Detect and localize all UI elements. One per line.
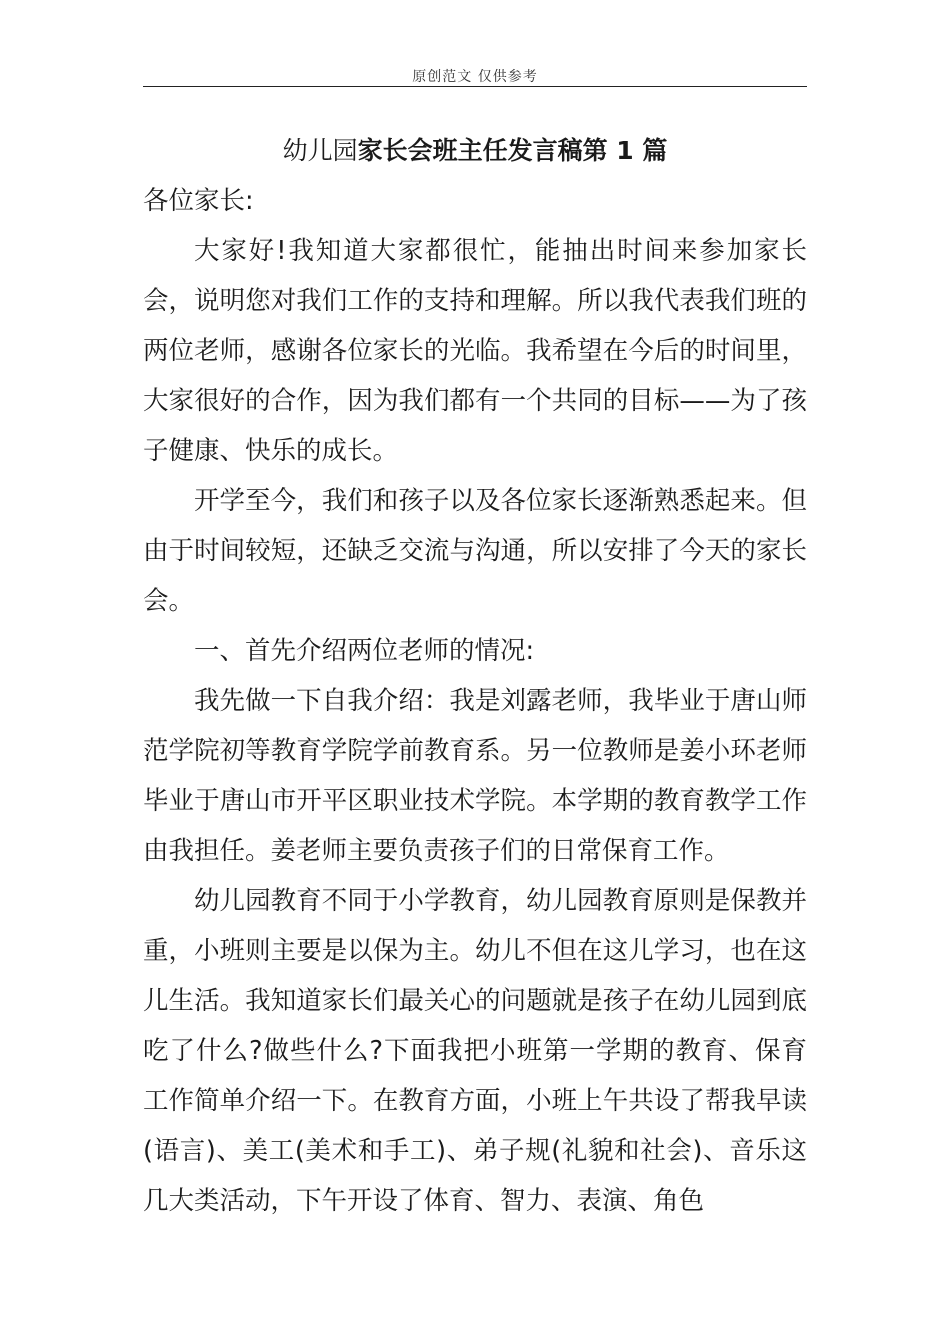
page-header: 原创范文 仅供参考 [412,69,538,85]
paragraph-4: 我先做一下自我介绍：我是刘露老师，我毕业于唐山师范学院初等教育学院学前教育系。另一位教师是姜小环老师毕业于唐山市开平区职业技术学院。本学期的教育教学工作由我担任。姜老师主要负责孩子们的日常保育工作。 [143,686,807,866]
salutation: 各位家长: [143,186,254,216]
document-body [143,176,807,1226]
paragraph-3: 一、首先介绍两位老师的情况: [194,636,535,666]
document-title [0,131,950,171]
title-part-2: 家长会班主任发言稿第 1 篇 [357,136,668,165]
paragraph-5: 幼儿园教育不同于小学教育，幼儿园教育原则是保教并重，小班则主要是以保为主。幼儿不但在这儿学习，也在这儿生活。我知道家长们最关心的问题就是孩子在幼儿园到底吃了什么?做些什么?下面我把小班第一学期的教育、保育工作简单介绍一下。在教育方面，小班上午共设了帮我早读(语言)、美工(美术和手工)、弟子规(礼貌和社会)、音乐这几大类活动，下午开设了体育、智力、表演、角色 [143,886,807,1216]
title-part-1: 幼儿园 [282,136,358,165]
header-divider [143,86,807,87]
paragraph-2: 开学至今，我们和孩子以及各位家长逐渐熟悉起来。但由于时间较短，还缺乏交流与沟通，所以安排了今天的家长会。 [143,486,807,616]
paragraph-1: 大家好!我知道大家都很忙，能抽出时间来参加家长会，说明您对我们工作的支持和理解。所以我代表我们班的两位老师，感谢各位家长的光临。我希望在今后的时间里，大家很好的合作，因为我们都有一个共同的目标——为了孩子健康、快乐的成长。 [143,236,807,466]
